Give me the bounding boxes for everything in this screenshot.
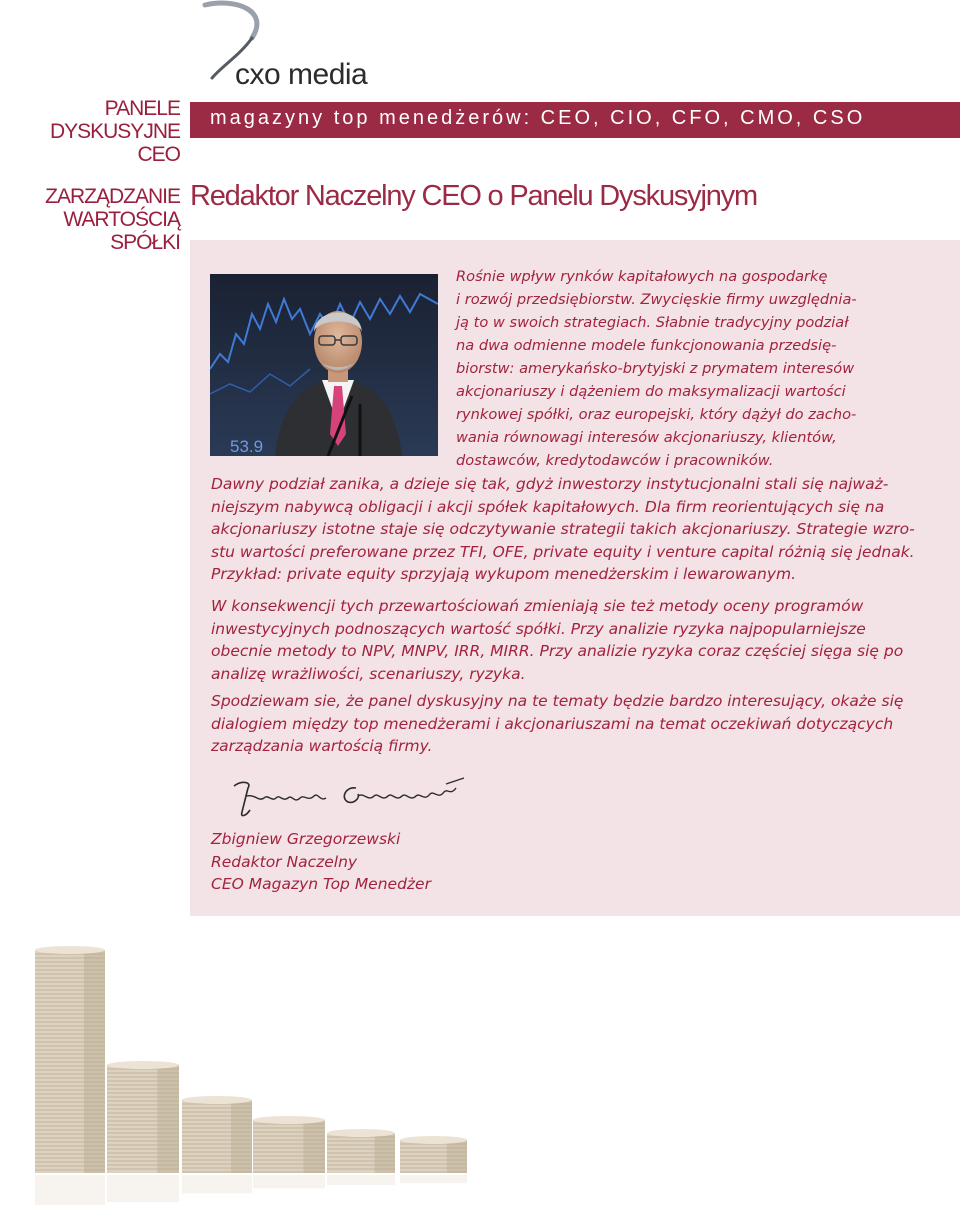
section-label-line: ZARZĄDZANIE (45, 185, 180, 208)
intro-paragraph (456, 265, 876, 472)
coin-stack (35, 946, 105, 1205)
text-line: obecnie metody to NPV, MNPV, IRR, MIRR. Przy analizie ryzyka coraz częściej sięga się po (211, 642, 904, 660)
text-line: dialogiem między top menedżerami i akcjonariuszami na temat oczekiwań dotyczących (211, 714, 894, 733)
logo-text: cxo media (235, 58, 368, 91)
text-line: akcjonariuszy i dążeniem do maksymalizacji wartości (456, 383, 846, 400)
header-tagline: magazyny top menedżerów: CEO, CIO, CFO, CMO, CSO (210, 107, 866, 129)
text-line: biorstw: amerykańsko-brytyjski z prymatem interesów (456, 360, 855, 377)
author-role: Redaktor Naczelny (211, 852, 358, 871)
text-line: Spodziewam sie, że panel dyskusyjny na te tematy będzie bardzo interesujący, okaże się (211, 692, 904, 710)
signature-block (211, 828, 431, 896)
section-label-line: PANELE DYSKUSYJNE (49, 97, 180, 143)
text-line: niejszym nabywcą obligacji i akcji spółek kapitałowych. Dla firm reorientujących się na (211, 497, 885, 516)
coin-stack (253, 1116, 325, 1188)
text-line: analizę wrażliwości, scenariuszy, ryzyka. (211, 664, 526, 683)
header-bar (190, 102, 960, 138)
author-publication: CEO Magazyn Top Menedżer (211, 875, 431, 893)
coin-stack (327, 1129, 395, 1185)
text-line: Rośnie wpływ rynków kapitałowych na gospodarkę (456, 268, 828, 285)
page-title: Redaktor Naczelny CEO o Panelu Dyskusyjnym (190, 180, 757, 212)
text-line: stu wartości preferowane przez TFI, OFE, private equity i venture capital różnią się jednak. (211, 542, 915, 561)
author-photo (210, 274, 438, 456)
text-line: akcjonariuszy istotne staje się odczytywanie strategii takich akcjonariuszy. Strategie wzro- (211, 520, 915, 538)
author-name: Zbigniew Grzegorzewski (211, 830, 401, 848)
section-label-line: WARTOŚCIĄ SPÓŁKI (63, 208, 180, 254)
text-line: na dwa odmienne modele funkcjonowania przedsię- (456, 337, 837, 354)
text-line: i rozwój przedsiębiorstw. Zwycięskie firmy uwzględnia- (456, 291, 857, 308)
coin-stacks-illustration (0, 935, 520, 1213)
text-line: Dawny podział zanika, a dzieje się tak, gdyż inwestorzy instytucjonalni stali się najważ- (211, 475, 889, 493)
coin-stack (107, 1061, 179, 1202)
content-panel (190, 240, 960, 916)
text-line: zarządzania wartością firmy. (211, 737, 433, 755)
section-label-line: CEO (137, 143, 180, 166)
coin-stack (400, 1136, 467, 1183)
text-line: rynkowej spółki, oraz europejski, który dążył do zacho- (456, 406, 857, 423)
handwritten-signature (228, 772, 468, 832)
section-label-zarzadzanie (0, 185, 180, 254)
text-line: ją to w swoich strategiach. Słabnie tradycyjny podział (456, 314, 849, 331)
body-paragraph-3 (211, 595, 921, 685)
body-paragraph-4 (211, 690, 921, 758)
photo-ticker: 53.9 (230, 437, 264, 456)
cxo-media-logo (200, 0, 400, 95)
body-paragraph-2 (211, 473, 921, 586)
section-label-panele (0, 97, 180, 166)
text-line: dostawców, kredytodawców i pracowników. (456, 452, 774, 469)
text-line: wania równowagi interesów akcjonariuszy, klientów, (456, 429, 837, 446)
text-line: Przykład: private equity sprzyjają wykupom menedżerskim i lewarowanym. (211, 565, 797, 583)
text-line: W konsekwencji tych przewartościowań zmieniają sie też metody oceny programów (211, 597, 864, 615)
coin-stack (182, 1096, 252, 1193)
text-line: inwestycyjnych podnoszących wartość spółki. Przy analizie ryzyka najpopularniejsze (211, 619, 866, 638)
